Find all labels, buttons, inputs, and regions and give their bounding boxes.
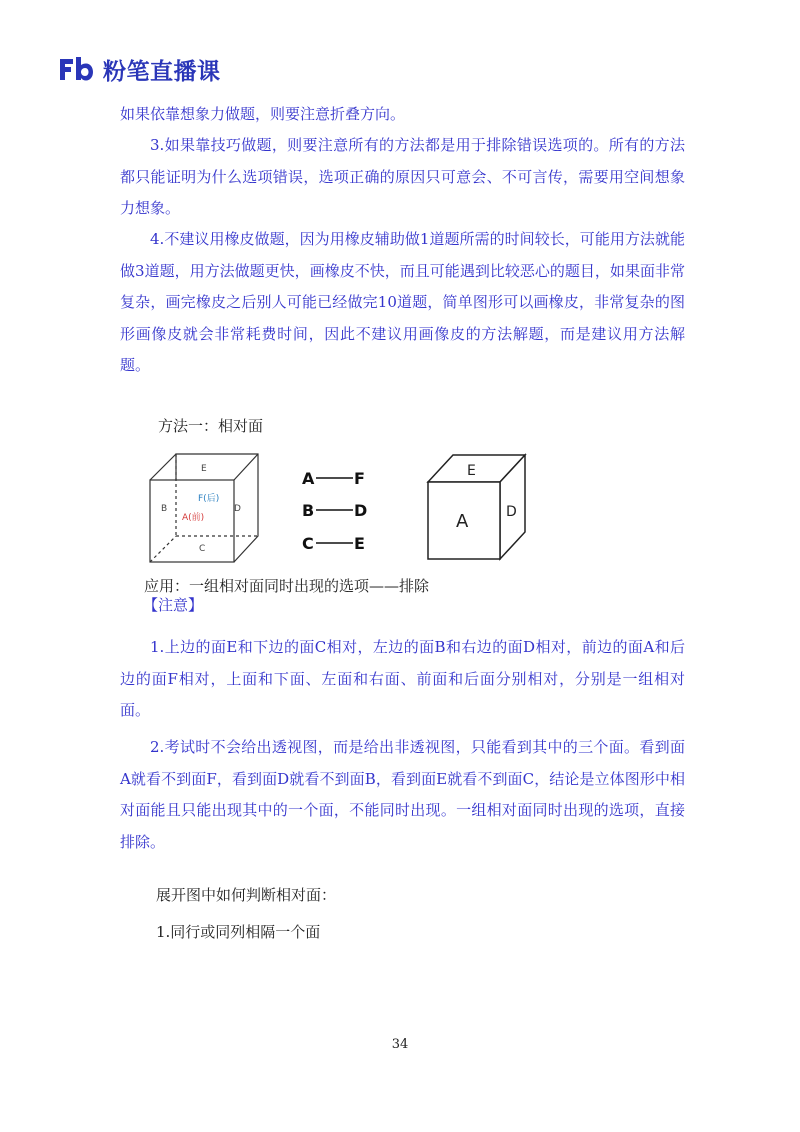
pair-3-right: E bbox=[354, 534, 365, 553]
paragraph-folding-direction: 如果依靠想象力做题，则要注意折叠方向。 bbox=[120, 105, 406, 123]
note-paragraph-1: 1.上边的面E和下边的面C相对，左边的面B和右边的面D相对，前边的面A和后边的面F相对，上面和下面、左面和右面、前面和后面分别相对，分别是一组相对面。 bbox=[120, 638, 685, 719]
unfold-item-1: 1.同行或同列相隔一个面 bbox=[156, 923, 321, 941]
paragraph-eraser: 4.不建议用橡皮做题，因为用橡皮辅助做1道题所需的时间较长，可能用方法就能做3道题，用方法做题更快，画橡皮不快，而且可能遇到比较恶心的题目，如果面非常复杂，画完橡皮之后别人可能已经做完10道题，简单图形可以画橡皮，非常复杂的图形画像皮就会非常耗费时间，因此不建议用画像皮的方法解题，而是建议用方法解题。 bbox=[120, 230, 685, 374]
solid-label-right-d: D bbox=[506, 504, 517, 520]
solid-label-front-a: A bbox=[456, 511, 469, 532]
pair-2-left: B bbox=[302, 501, 315, 520]
opposite-faces-figure bbox=[148, 452, 528, 564]
method-heading: 方法一：相对面 bbox=[158, 417, 264, 435]
pair-3-left: C bbox=[302, 534, 314, 553]
pair-2-right: D bbox=[354, 501, 368, 520]
label-left-b: B bbox=[161, 504, 168, 514]
paragraph-technique: 3.如果靠技巧做题，则要注意所有的方法都是用于排除错误选项的。所有的方法都只能证明为什么选项错误，选项正确的原因只可意会、不可言传，需要用空间想象力想象。 bbox=[120, 136, 685, 217]
pair-list bbox=[302, 469, 367, 553]
unfold-heading: 展开图中如何判断相对面： bbox=[156, 886, 337, 904]
header-logo bbox=[58, 54, 221, 84]
label-right-d: D bbox=[234, 504, 241, 514]
pair-1-left: A bbox=[302, 469, 315, 488]
application-text: 应用：一组相对面同时出现的选项——排除 bbox=[144, 577, 430, 595]
label-back-f: F(后) bbox=[198, 494, 220, 504]
pair-1-right: F bbox=[354, 469, 365, 488]
note-paragraph-2: 2.考试时不会给出透视图，而是给出非透视图，只能看到其中的三个面。看到面A就看不到面F，看到面D就看不到面B，看到面E就看不到面C，结论是立体图形中相对面能且只能出现其中的一个面，不能同时出现。一组相对面同时出现的选项，直接排除。 bbox=[120, 738, 685, 851]
note-label: 【注意】 bbox=[143, 596, 204, 614]
label-top-e: E bbox=[201, 464, 207, 474]
logo-text: 粉笔直播课 bbox=[103, 58, 221, 85]
page-number: 34 bbox=[391, 1037, 409, 1052]
solid-label-top-e: E bbox=[467, 463, 476, 479]
label-front-a: A(前) bbox=[182, 513, 205, 523]
fb-logo-icon bbox=[58, 56, 94, 82]
label-bottom-c: C bbox=[199, 544, 206, 554]
